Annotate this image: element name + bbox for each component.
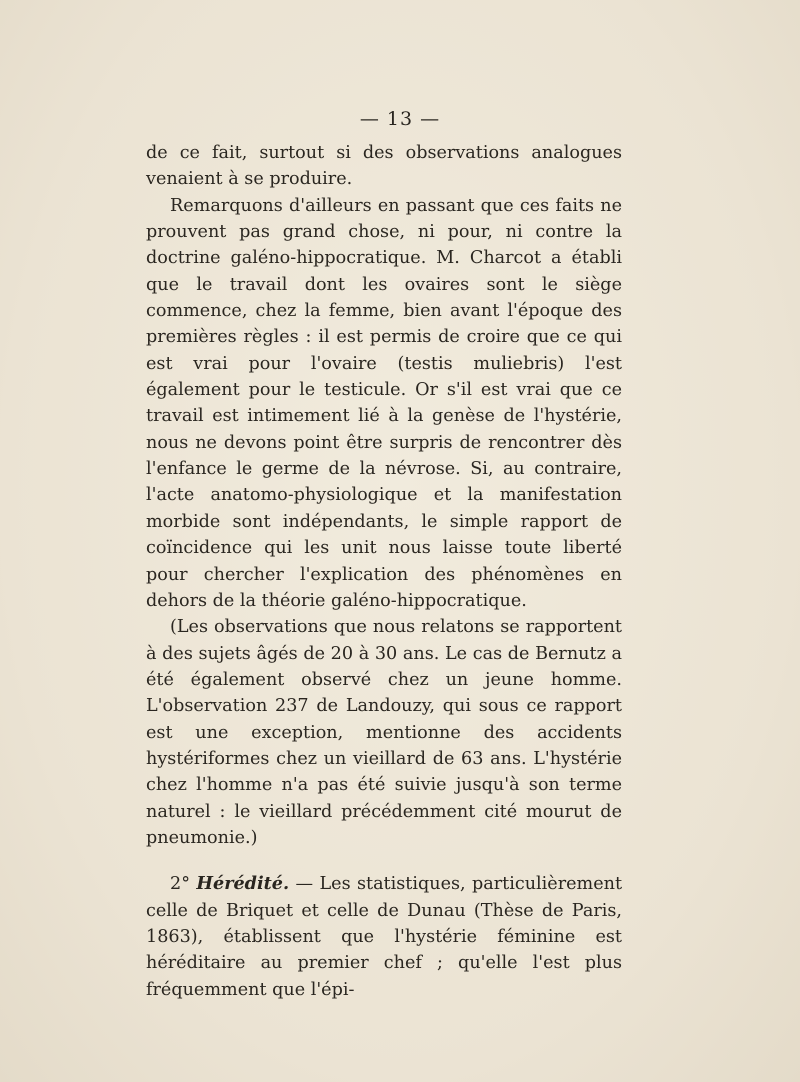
- page-number: — 13 —: [359, 108, 441, 130]
- body-text: [146, 140, 622, 1003]
- paragraph-4-text: — Les statistiques, particulièrement celle de Briquet et celle de Dunau (Thèse de Paris, 1863), établissent que l'hystérie féminine est héréditaire au premier chef ; qu'elle l'est plus fréquemment que l'épi-: [146, 874, 623, 1000]
- paragraph-3: (Les observations que nous relatons se rapportent à des sujets âgés de 20 à 30 ans. Le cas de Bernutz a été également observé chez un jeune homme. L'observation 237 de Landouzy, qui sous ce rapport est une exception, mentionne des accidents hystériformes chez un vieillard de 63 ans. L'hystérie chez l'homme n'a pas été suivie jusqu'à son terme naturel : le vieillard précédemment cité mourut de pneumonie.): [146, 617, 622, 848]
- section-number: 2°: [170, 874, 190, 895]
- paragraph-2: Remarquons d'ailleurs en passant que ces faits ne prouvent pas grand chose, ni pour, ni contre la doctrine galéno-hippocratique. M. Charcot a établi que le travail dont les ovaires sont le siège commence, chez la femme, bien avant l'époque des premières règles : il est permis de croire que ce qui est vrai pour l'ovaire (testis muliebris) l'est également pour le testicule. Or s'il est vrai que ce travail est intimement lié à la genèse de l'hystérie, nous ne devons point être surpris de rencontrer dès l'enfance le germe de la névrose. Si, au contraire, l'acte anatomo-physiologique et la manifestation morbide sont indépendants, le simple rapport de coïncidence qui les unit nous laisse toute liberté pour chercher l'explication des phénomènes en dehors de la théorie galéno-hippocratique.: [146, 195, 622, 611]
- paragraph-4: [146, 871, 622, 1003]
- paragraph-1: de ce fait, surtout si des observations analogues venaient à se produire.: [146, 143, 622, 190]
- section-heading: Hérédité.: [196, 873, 290, 895]
